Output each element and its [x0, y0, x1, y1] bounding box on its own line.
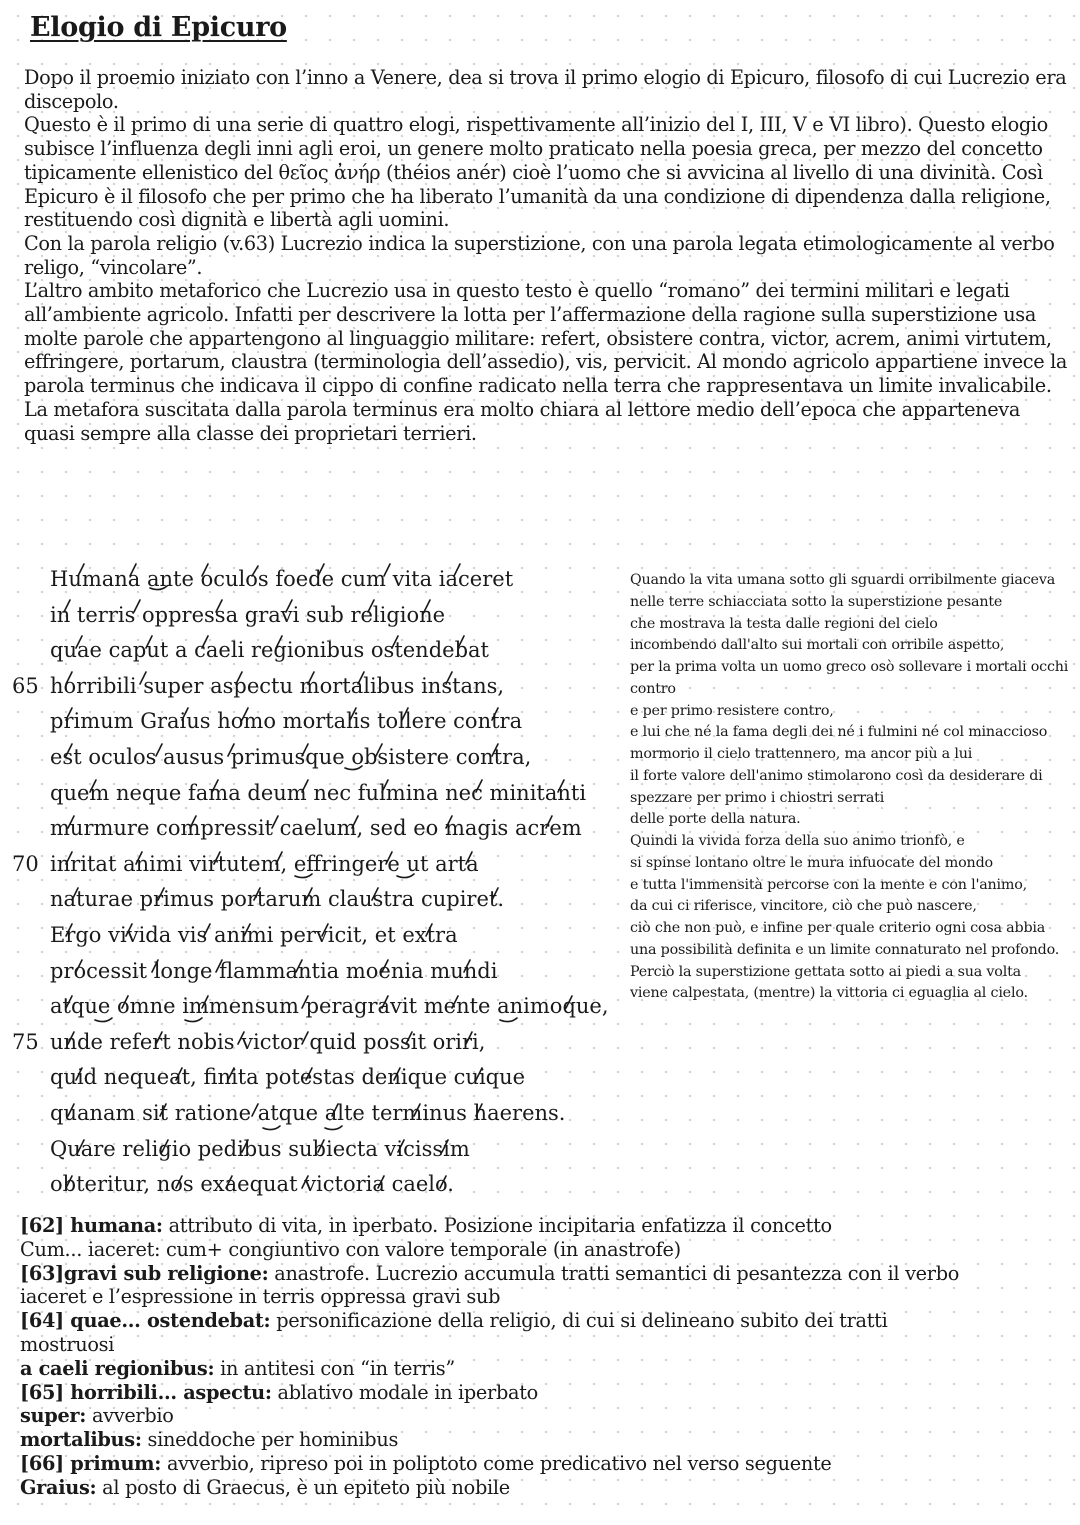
note-term: [64] quae... ostendebat:: [20, 1309, 271, 1333]
verse-number: [12, 1060, 50, 1096]
translation-line: si spinse lontano oltre le mura infuocate del mondo: [630, 854, 993, 871]
verse-number: [12, 918, 50, 954]
verse-line: [12, 740, 622, 776]
intro-paragraph: L’altro ambito metaforico che Lucrezio usa in questo testo è quello “romano” dei termini militari e legati all’ambiente agricolo. Infatti per descrivere la lotta per l’affermazione della ragione sulla superstizione usa molte parole che appartengono al linguaggio militare: refert, obsistere contra, victor, acrem, animi virtutem, effringere, portarum, claustra (terminologia dell’assedio), vis, pervicit. Al mondo agricolo appartiene invece la parola terminus che indicava il cippo di confine radicato nella terra che rappresentava un limite invalicabile. La metafora suscitata dalla parola terminus era molto chiara al lettore medio dell’epoca che apparteneva quasi sempre alla classe dei proprietari terrieri.: [24, 279, 1068, 445]
verse-text: in terris oppressa gravi sub religione: [50, 602, 446, 627]
translation-line: mormorio il cielo trattennero, ma ancor più a lui: [630, 746, 973, 762]
note-text: avverbio: [86, 1404, 174, 1428]
verse-line: [12, 669, 622, 705]
note-text: avverbio, ripreso poi in poliptoto come predicativo nel verso seguente: [161, 1451, 832, 1475]
italian-translation: [630, 570, 1070, 1005]
verse-number: [12, 562, 50, 598]
translation-line: il forte valore dell'animo stimolarono così da desiderare di spezzare per primo i chiostri serrati: [630, 767, 1043, 806]
note-text: Cum... iaceret: cum+ congiuntivo con valore temporale (in anastrofe): [20, 1237, 681, 1261]
note-text: al posto di Graecus, è un epiteto più nobile: [96, 1475, 510, 1499]
translation-line: che mostrava la testa dalle regioni del cielo: [630, 615, 938, 632]
translation-line: e per primo resistere contro,: [630, 702, 834, 719]
verse-number: [12, 598, 50, 634]
note-line: [20, 1309, 1080, 1333]
verse-line: [12, 633, 622, 669]
note-line: [20, 1476, 1080, 1500]
translation-line: viene calpestata, (mentre) la vittoria ci eguaglia al cielo.: [630, 985, 1028, 1002]
verse-line: [12, 1132, 622, 1168]
verse-number: [12, 1096, 50, 1132]
note-text: iaceret e l’espressione in terris oppressa gravi sub: [20, 1285, 501, 1309]
translation-line: e lui che né la fama degli dei né i fulmini né col minaccioso: [630, 724, 1048, 741]
note-term: mortalibus:: [20, 1428, 142, 1452]
intro-paragraph: Questo è il primo di una serie di quattro elogi, rispettivamente all’inizio del I, III, V e VI libro). Questo elogio subisce l’influenza degli inni agli eroi, un genere molto praticato nella poesia greca, per mezzo del concetto tipicamente ellenistico del θεῖος ἀνήρ (théios anér) cioè l’uomo che si avvicina al livello di una divinità. Così Epicuro è il filosofo che per primo che ha liberato l’umanità da una condizione di dipendenza dalla religione, restituendo così dignità e libertà agli uomini.: [24, 113, 1051, 232]
verse-text: murmure compressit caelum, sed eo magis acrem: [50, 816, 582, 841]
translation-line: nelle terre schiacciata sotto la superstizione pesante: [630, 593, 1003, 610]
verse-line: [12, 811, 622, 847]
note-line: [20, 1452, 1080, 1476]
note-line: [20, 1428, 1080, 1452]
verse-text: atque omne immensum peragravit mente animoque,: [50, 994, 609, 1019]
verse-number: [12, 811, 50, 847]
verse-line: [12, 598, 622, 634]
translation-line: Quando la vita umana sotto gli sguardi orribilmente giaceva: [630, 572, 1056, 588]
verse-text: primum Graius homo mortalis tollere contra: [50, 709, 523, 734]
note-text: sineddoche per hominibus: [141, 1428, 399, 1452]
verse-line: [12, 704, 622, 740]
note-text: personificazione della religio, di cui si delineano subito dei tratti: [270, 1309, 888, 1333]
note-text: in antitesi con “in terris”: [214, 1356, 455, 1380]
note-term: super:: [20, 1404, 87, 1428]
verse-line: [12, 882, 622, 918]
verse-text: quid nequeat, finita potestas denique cuique: [50, 1065, 526, 1090]
intro-paragraph: Dopo il proemio iniziato con l’inno a Venere, dea si trova il primo elogio di Epicuro, filosofo di cui Lucrezio era discepolo.: [24, 66, 1067, 113]
verse-line: [12, 918, 622, 954]
note-text: anastrofe. Lucrezio accumula tratti semantici di pesantezza con il verbo: [268, 1261, 960, 1285]
verse-text: quanam sit ratione atque alte terminus haerens.: [50, 1100, 566, 1125]
verse-line: [12, 954, 622, 990]
note-term: a caeli regionibus:: [20, 1356, 215, 1380]
verse-line: [12, 1025, 622, 1061]
verse-text: inritat animi virtutem, effringere ut arta: [50, 851, 479, 876]
translation-line: delle porte della natura.: [630, 811, 801, 828]
translation-line: incombendo dall'alto sui mortali con orribile aspetto,: [630, 637, 1005, 654]
note-line: [20, 1262, 1080, 1286]
intro-paragraph: Con la parola religio (v.63) Lucrezio indica la superstizione, con una parola legata etimologicamente al verbo religo, “vincolare”.: [24, 231, 1055, 279]
note-term: Graius:: [20, 1475, 97, 1499]
note-text: ablativo modale in iperbato: [271, 1380, 538, 1404]
verse-text: obteritur, nos exaequat victoria caelo.: [50, 1172, 454, 1197]
verse-line: [12, 562, 622, 598]
verse-number: 75: [12, 1029, 39, 1054]
verse-number: [12, 704, 50, 740]
verse-line: [12, 847, 622, 883]
translation-line: Perciò la superstizione gettata sotto ai piedi a sua volta: [630, 963, 1021, 980]
note-line: [20, 1238, 1080, 1262]
verse-text: unde refert nobis victor quid possit oriri,: [50, 1029, 486, 1054]
verse-number: 70: [12, 851, 39, 876]
note-term: [62] humana:: [20, 1214, 163, 1237]
note-text: attributo di vita, in iperbato. Posizione incipitaria enfatizza il concetto: [162, 1214, 832, 1237]
verse-text: naturae primus portarum claustra cupiret.: [50, 887, 504, 912]
verse-text: Quare religio pedibus subiecta vicissim: [50, 1136, 470, 1161]
verse-text: Ergo vivida vis animi pervicit, et extra: [50, 922, 458, 947]
translation-line: per la prima volta un uomo greco osò sollevare i mortali occhi contro: [630, 659, 1069, 697]
commentary-notes: [20, 1214, 1080, 1500]
note-text: mostruosi: [20, 1332, 115, 1356]
verse-text: est oculos ausus primusque obsistere contra,: [50, 744, 532, 769]
verse-line: [12, 776, 622, 812]
verse-number: [12, 740, 50, 776]
verse-text: quae caput a caeli regionibus ostendebat: [50, 638, 489, 663]
verse-number: [12, 633, 50, 669]
note-term: [63]gravi sub religione:: [20, 1261, 269, 1285]
verse-line: [12, 1167, 622, 1203]
verse-text: processit longe flammantia moenia mundi: [50, 958, 498, 983]
page-title: Elogio di Epicuro: [30, 12, 287, 43]
verse-text: quem neque fama deum nec fulmina nec minitanti: [50, 780, 587, 805]
verse-line: [12, 989, 622, 1025]
note-line: [20, 1404, 1080, 1428]
note-line: [20, 1381, 1080, 1405]
translation-line: ciò che non può, e infine per quale criterio ogni cosa abbia una possibilità definita e un limite connaturato nel profondo.: [630, 920, 1060, 958]
verse-text: horribili super aspectu mortalibus instans,: [50, 673, 505, 698]
note-line: [20, 1333, 1080, 1357]
verse-text: Humana ante oculos foede cum vita iaceret: [50, 567, 514, 591]
note-term: [66] primum:: [20, 1451, 162, 1475]
note-term: [65] horribili... aspectu:: [20, 1380, 272, 1404]
verse-number: [12, 776, 50, 812]
verse-line: [12, 1060, 622, 1096]
verse-number: [12, 954, 50, 990]
latin-poem: [12, 562, 622, 1203]
verse-number: [12, 1167, 50, 1203]
verse-number: 65: [12, 673, 39, 698]
translation-line: da cui ci riferisce, vincitore, ciò che può nascere,: [630, 898, 977, 915]
verse-number: [12, 882, 50, 918]
note-line: [20, 1214, 1080, 1238]
translation-line: Quindi la vivida forza della suo animo trionfò, e: [630, 833, 965, 849]
translation-line: e tutta l'immensità percorse con la mente e con l'animo,: [630, 876, 1028, 893]
verse-number: [12, 989, 50, 1025]
note-line: [20, 1357, 1080, 1381]
verse-line: [12, 1096, 622, 1132]
intro-text: [24, 66, 1074, 445]
verse-number: [12, 1132, 50, 1168]
note-line: [20, 1285, 1080, 1309]
